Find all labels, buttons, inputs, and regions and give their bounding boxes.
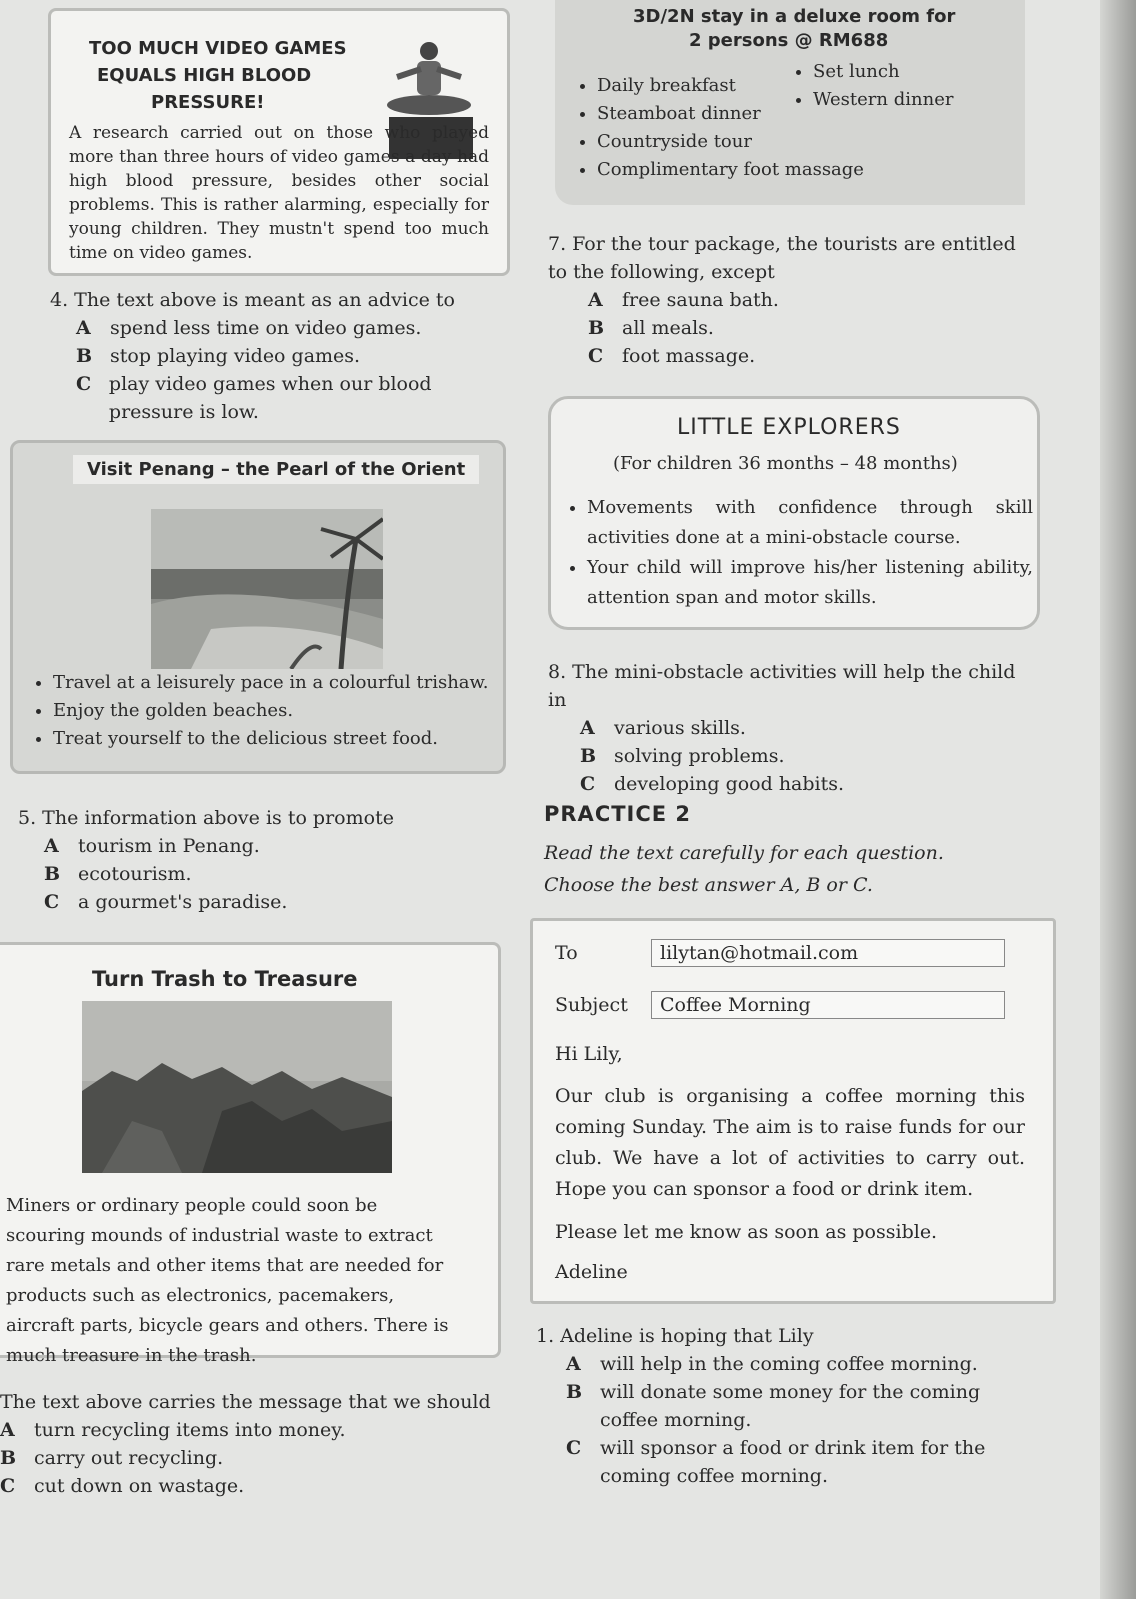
- waste-image: [82, 1001, 392, 1173]
- question-4: [50, 286, 510, 426]
- question-5-stem: 5. The information above is to promote: [18, 807, 394, 829]
- trash-treasure-article: [0, 942, 501, 1366]
- penang-bullets: [33, 669, 489, 753]
- option-letter: B: [580, 745, 597, 767]
- option-text: all meals.: [622, 317, 714, 339]
- question-5: [18, 804, 498, 916]
- option-text: play video games when our blood pressure is low.: [108, 373, 432, 423]
- option-letter: B: [588, 317, 605, 339]
- tour-item: • Set lunch: [813, 58, 953, 86]
- option-letter: A: [0, 1419, 15, 1441]
- beach-photo: [151, 509, 383, 669]
- option-letter: B: [566, 1381, 583, 1403]
- option-text: turn recycling items into money.: [34, 1419, 346, 1441]
- option-text: developing good habits.: [614, 773, 845, 795]
- tour-package-panel: [555, 0, 1025, 205]
- question-1-option-a[interactable]: [566, 1350, 1056, 1378]
- option-text: various skills.: [614, 717, 746, 739]
- email-greeting: Hi Lily,: [555, 1043, 623, 1065]
- explorers-bullets: [567, 493, 1033, 613]
- question-7-option-a[interactable]: [588, 286, 1028, 314]
- option-letter: B: [0, 1447, 17, 1469]
- tour-title-2: 2 persons @ RM688: [689, 30, 889, 51]
- question-6-option-b[interactable]: [0, 1444, 500, 1472]
- video-games-title-line-3: PRESSURE!: [151, 92, 265, 113]
- waste-mounds-photo: [82, 1001, 392, 1173]
- question-4-option-c[interactable]: [76, 370, 510, 426]
- option-text: a gourmet's paradise.: [78, 891, 288, 913]
- option-letter: C: [580, 773, 596, 795]
- tour-item: • Western dinner: [813, 86, 953, 114]
- question-8-option-a[interactable]: [580, 714, 1038, 742]
- question-8: [548, 658, 1038, 798]
- option-text: foot massage.: [622, 345, 756, 367]
- video-games-title: [89, 35, 347, 116]
- penang-title: Visit Penang – the Pearl of the Orient: [73, 455, 479, 484]
- question-1: [536, 1322, 1056, 1490]
- question-4-stem: 4. The text above is meant as an advice to: [50, 289, 455, 311]
- tour-title-1: 3D/2N stay in a deluxe room for: [633, 6, 956, 27]
- email-to-label: To: [555, 942, 578, 964]
- email-to-row: [555, 939, 1005, 967]
- question-7: [548, 230, 1028, 370]
- penang-advert: [10, 440, 506, 774]
- video-games-title-line-2: EQUALS HIGH BLOOD: [97, 65, 312, 86]
- option-text: cut down on wastage.: [34, 1475, 245, 1497]
- option-letter: A: [76, 317, 91, 339]
- video-games-body: A research carried out on those who played more than three hours of video games a day had high blood pressure, besides other social problems. This is rather alarming, especially for young children. They mustn't spend too much time on video games.: [69, 123, 489, 263]
- question-6-option-c[interactable]: [0, 1472, 500, 1500]
- trash-title: Turn Trash to Treasure: [92, 967, 358, 991]
- little-explorers-advert: [548, 396, 1040, 630]
- option-letter: A: [580, 717, 595, 739]
- question-6: [0, 1388, 500, 1500]
- option-letter: A: [588, 289, 603, 311]
- email-closing: Please let me know as soon as possible.: [555, 1221, 938, 1243]
- option-text: solving problems.: [614, 745, 785, 767]
- explorers-subtitle: (For children 36 months – 48 months): [613, 453, 958, 474]
- email-subject-field[interactable]: Coffee Morning: [651, 991, 1005, 1019]
- option-letter: A: [44, 835, 59, 857]
- tour-item: • Daily breakfast: [597, 72, 864, 100]
- option-text: carry out recycling.: [34, 1447, 224, 1469]
- option-letter: C: [76, 373, 92, 395]
- page-shadow: [1100, 0, 1136, 1599]
- question-5-option-b[interactable]: [44, 860, 498, 888]
- practice-instruction-2: Choose the best answer A, B or C.: [544, 874, 873, 896]
- email-signature: Adeline: [555, 1261, 628, 1283]
- email-subject-label: Subject: [555, 994, 628, 1016]
- penang-bullet: • Travel at a leisurely pace in a colourful trishaw.: [53, 669, 489, 697]
- option-text: free sauna bath.: [622, 289, 779, 311]
- explorers-bullet: • Movements with confidence through skill activities done at a mini-obstacle course.: [587, 493, 1033, 553]
- option-text: tourism in Penang.: [78, 835, 260, 857]
- question-8-option-c[interactable]: [580, 770, 1038, 798]
- video-games-notice: [48, 8, 510, 276]
- option-text: will donate some money for the coming coffee morning.: [600, 1381, 981, 1431]
- question-6-stem: The text above carries the message that we should: [0, 1391, 491, 1413]
- question-7-option-b[interactable]: [588, 314, 1028, 342]
- option-letter: B: [44, 863, 61, 885]
- question-5-option-a[interactable]: [44, 832, 498, 860]
- option-letter: C: [588, 345, 604, 367]
- question-5-option-c[interactable]: [44, 888, 498, 916]
- option-text: will sponsor a food or drink item for the coming coffee morning.: [600, 1437, 986, 1487]
- email-body: Our club is organising a coffee morning this coming Sunday. The aim is to raise funds for our club. We have a lot of activities to carry out. Hope you can sponsor a food or drink item.: [555, 1085, 1025, 1200]
- explorers-bullet: • Your child will improve his/her listening ability, attention span and motor skills.: [587, 553, 1033, 613]
- email-panel: [530, 918, 1056, 1304]
- penang-bullet: • Treat yourself to the delicious street food.: [53, 725, 489, 753]
- email-to-field[interactable]: lilytan@hotmail.com: [651, 939, 1005, 967]
- tour-item: • Steamboat dinner: [597, 100, 864, 128]
- penang-bullet: • Enjoy the golden beaches.: [53, 697, 489, 725]
- option-text: ecotourism.: [78, 863, 192, 885]
- video-games-title-line-1: TOO MUCH VIDEO GAMES: [89, 38, 347, 59]
- question-6-option-a[interactable]: [0, 1416, 500, 1444]
- question-7-option-c[interactable]: [588, 342, 1028, 370]
- option-text: stop playing video games.: [110, 345, 361, 367]
- option-letter: C: [566, 1437, 582, 1459]
- question-7-stem: 7. For the tour package, the tourists are entitled to the following, except: [548, 233, 1016, 283]
- trash-body: Miners or ordinary people could soon be scouring mounds of industrial waste to extract rare metals and other items that are needed for products such as electronics, pacemakers, aircraft parts, bicycle gears and others. There is much treasure in the trash.: [6, 1195, 449, 1366]
- option-letter: B: [76, 345, 93, 367]
- practice-title: PRACTICE 2: [544, 802, 692, 826]
- option-letter: C: [0, 1475, 16, 1497]
- tour-item: • Countryside tour: [597, 128, 864, 156]
- option-text: will help in the coming coffee morning.: [600, 1353, 978, 1375]
- option-letter: C: [44, 891, 60, 913]
- question-4-option-b[interactable]: [76, 342, 510, 370]
- tour-list-right: [793, 58, 953, 114]
- option-text: spend less time on video games.: [110, 317, 422, 339]
- question-1-option-b[interactable]: [566, 1378, 1056, 1434]
- question-8-option-b[interactable]: [580, 742, 1038, 770]
- option-letter: A: [566, 1353, 581, 1375]
- question-4-option-a[interactable]: [76, 314, 510, 342]
- email-subject-row: [555, 991, 1005, 1019]
- tour-item: • Complimentary foot massage: [597, 156, 864, 184]
- beach-image: [151, 509, 383, 669]
- question-1-option-c[interactable]: [566, 1434, 1056, 1490]
- question-8-stem: 8. The mini-obstacle activities will help the child in: [548, 661, 1016, 711]
- explorers-title: LITTLE EXPLORERS: [677, 415, 901, 440]
- practice-instruction-1: Read the text carefully for each question.: [544, 842, 944, 864]
- question-1-stem: 1. Adeline is hoping that Lily: [536, 1325, 814, 1347]
